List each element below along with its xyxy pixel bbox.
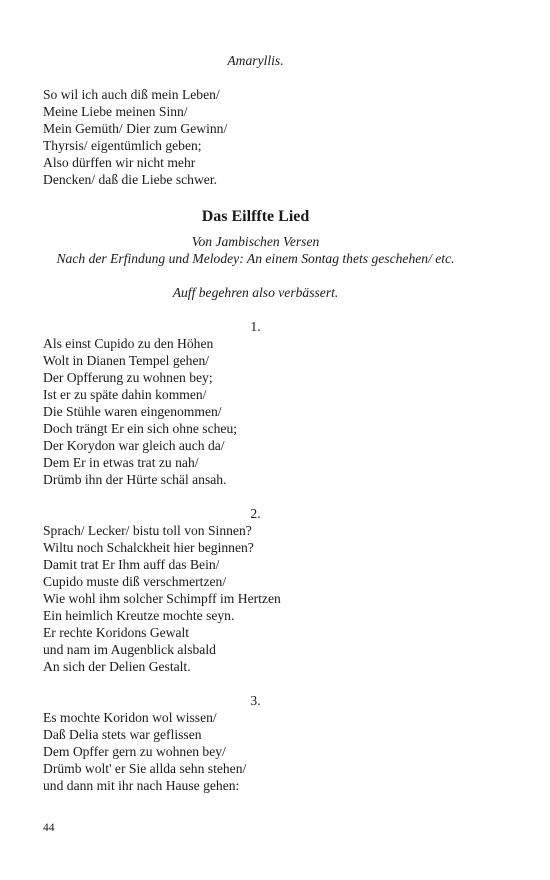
verse-line: und dann mit ihr nach Hause gehen: [43, 778, 240, 793]
stanza-number: 2. [250, 506, 261, 521]
stanza-3 [43, 692, 468, 794]
speaker-name: Amaryllis. [227, 53, 284, 68]
verse-line: Drümb ihn der Hürte schäl ansah. [43, 472, 227, 487]
page-number: 44 [43, 822, 55, 834]
revision-note: Auff begehren also verbässert. [172, 285, 339, 300]
verse-line: Wie wohl ihm solcher Schimpff im Hertzen [43, 591, 281, 606]
verse-line: Wiltu noch Schalckheit hier beginnen? [43, 540, 254, 555]
verse-line: Ein heimlich Kreutze mochte seyn. [43, 608, 235, 623]
verse-line: Als einst Cupido zu den Höhen [43, 336, 214, 351]
stanza-number: 3. [250, 693, 261, 708]
verse-line: Meine Liebe meinen Sinn/ [43, 104, 188, 119]
song-title: Das Eilffte Lied [201, 208, 310, 225]
verse-line: Der Opfferung zu wohnen bey; [43, 370, 213, 385]
verse-line: So wil ich auch diß mein Leben/ [43, 87, 220, 102]
verse-line: Drümb wolt' er Sie allda sehn stehen/ [43, 761, 247, 776]
page-body [43, 52, 468, 811]
verse-line: Die Stühle waren eingenommen/ [43, 404, 222, 419]
verse-line: Er rechte Koridons Gewalt [43, 625, 190, 640]
verse-line: Dem Er in etwas trat zu nah/ [43, 455, 199, 470]
verse-line: Der Korydon war gleich auch da/ [43, 438, 225, 453]
opening-stanza [43, 86, 468, 188]
verse-line: Damit trat Er Ihm auff das Bein/ [43, 557, 220, 572]
verse-line: Dem Opffer gern zu wohnen bey/ [43, 744, 226, 759]
verse-line: An sich der Delien Gestalt. [43, 659, 191, 674]
stanza-number: 1. [250, 319, 261, 334]
verse-line: Also dürffen wir nicht mehr [43, 155, 196, 170]
subtitle-line-2: Nach der Erfindung und Melodey: An einem Sontag thets geschehen/ etc. [56, 251, 455, 266]
verse-line: Wolt in Dianen Tempel gehen/ [43, 353, 210, 368]
verse-line: Daß Delia stets war geflissen [43, 727, 202, 742]
stanza-2 [43, 505, 468, 675]
verse-line: Cupido muste diß verschmertzen/ [43, 574, 227, 589]
verse-line: Es mochte Koridon wol wissen/ [43, 710, 217, 725]
song-subtitle [43, 233, 468, 267]
verse-line: Ist er zu späte dahin kommen/ [43, 387, 207, 402]
stanza-1 [43, 318, 468, 488]
verse-line: Mein Gemüth/ Dier zum Gewinn/ [43, 121, 228, 136]
verse-line: und nam im Augenblick alsbald [43, 642, 216, 657]
subtitle-line-1: Von Jambischen Versen [191, 234, 320, 249]
verse-line: Doch trängt Er ein sich ohne scheu; [43, 421, 238, 436]
verse-line: Dencken/ daß die Liebe schwer. [43, 172, 218, 187]
verse-line: Thyrsis/ eigentümlich geben; [43, 138, 202, 153]
verse-line: Sprach/ Lecker/ bistu toll von Sinnen? [43, 523, 252, 538]
